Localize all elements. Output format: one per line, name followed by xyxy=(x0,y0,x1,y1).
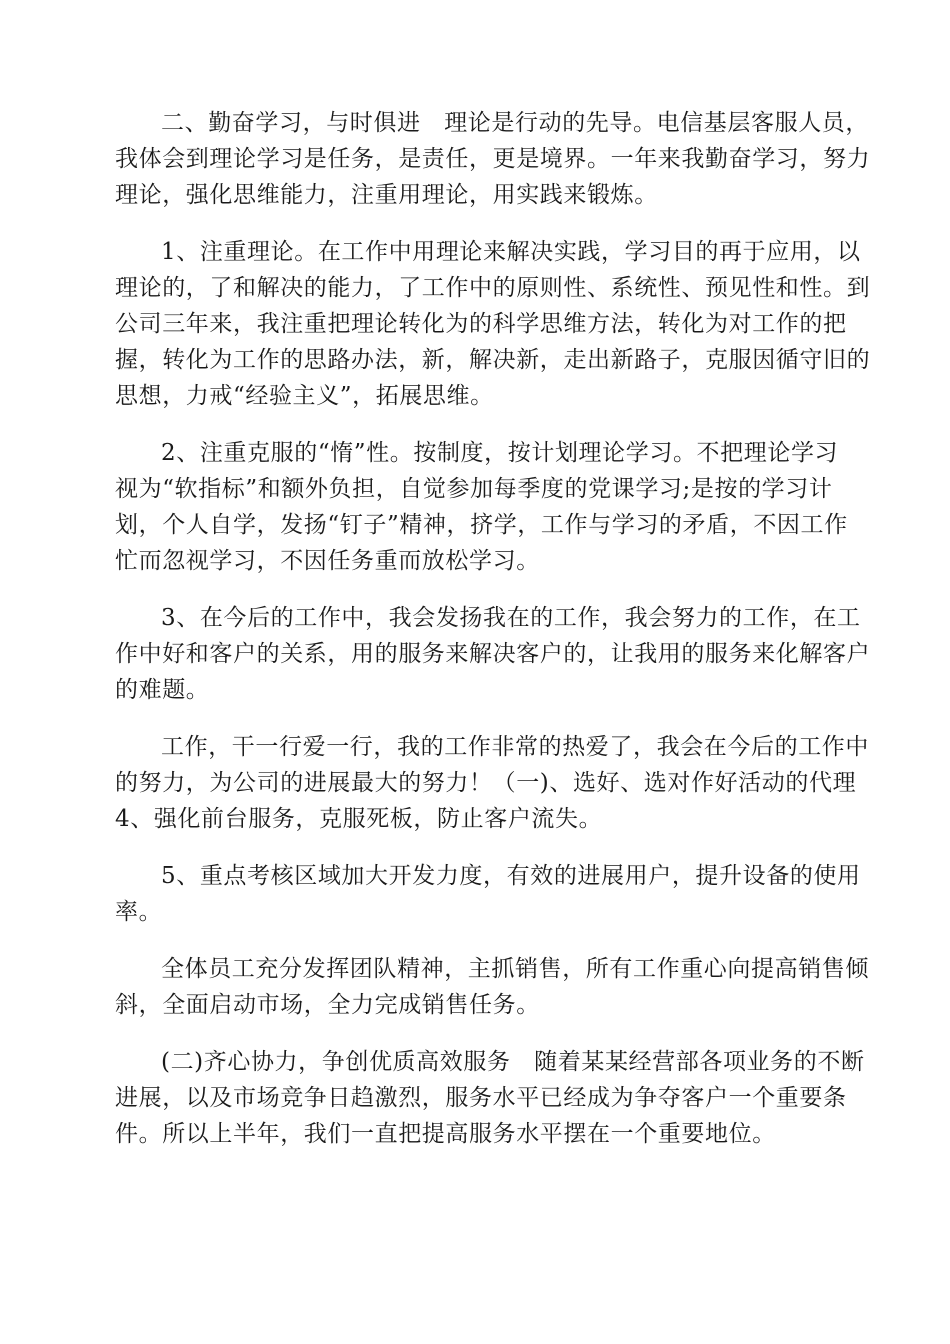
paragraph-work-attitude xyxy=(115,729,869,837)
paragraph-line: 4、强化前台服务，克服死板，防止客户流失。 xyxy=(115,806,603,832)
paragraph-line: 握，转化为工作的思路办法，新，解决新，走出新路子，克服因循守旧的 xyxy=(115,347,871,373)
paragraph-line: 2、注重克服的“惰”性。按制度，按计划理论学习。不把理论学习 xyxy=(161,440,839,466)
paragraph-line: 理论的，了和解决的能力，了工作中的原则性、系统性、预见性和性。到 xyxy=(115,275,871,301)
document-body xyxy=(115,105,871,1173)
paragraph-line: 1、注重理论。在工作中用理论来解决实践，学习目的再于应用，以 xyxy=(161,239,861,265)
paragraph-line: (二)齐心协力，争创优质高效服务 随着某某经营部各项业务的不断 xyxy=(161,1049,865,1075)
paragraph-item-3 xyxy=(115,600,871,708)
paragraph-line: 公司三年来，我注重把理论转化为的科学思维方法，转化为对工作的把 xyxy=(115,311,847,337)
paragraph-line: 二、勤奋学习，与时俱进 理论是行动的先导。电信基层客服人员， xyxy=(161,110,869,136)
paragraph-line: 的努力，为公司的进展最大的努力！（一)、选好、选对作好活动的代理 xyxy=(115,770,857,796)
paragraph-line: 进展，以及市场竞争日趋激烈，服务水平已经成为争夺客户一个重要条 xyxy=(115,1085,847,1111)
paragraph-line: 率。 xyxy=(115,899,163,925)
paragraph-item-2 xyxy=(115,435,848,579)
paragraph-line: 3、在今后的工作中，我会发扬我在的工作，我会努力的工作，在工 xyxy=(161,605,861,631)
paragraph-line: 全体员工充分发挥团队精神，主抓销售，所有工作重心向提高销售倾 xyxy=(161,956,869,982)
paragraph-study-intro xyxy=(115,105,871,213)
paragraph-line: 我体会到理论学习是任务，是责任，更是境界。一年来我勤奋学习，努力 xyxy=(115,146,871,172)
paragraph-line: 忙而忽视学习，不因任务重而放松学习。 xyxy=(115,548,540,574)
paragraph-line: 件。所以上半年，我们一直把提高服务水平摆在一个重要地位。 xyxy=(115,1121,776,1147)
paragraph-line: 斜，全面启动市场，全力完成销售任务。 xyxy=(115,992,540,1018)
paragraph-team-spirit xyxy=(115,951,869,1023)
paragraph-line: 视为“软指标”和额外负担，自觉参加每季度的党课学习;是按的学习计 xyxy=(115,476,833,502)
paragraph-item-5 xyxy=(115,858,861,930)
paragraph-line: 理论，强化思维能力，注重用理论，用实践来锻炼。 xyxy=(115,182,658,208)
paragraph-line: 5、重点考核区域加大开发力度，有效的进展用户，提升设备的使用 xyxy=(161,863,861,889)
paragraph-line: 工作，干一行爱一行，我的工作非常的热爱了，我会在今后的工作中 xyxy=(161,734,869,760)
paragraph-line: 作中好和客户的关系，用的服务来解决客户的，让我用的服务来化解客户 xyxy=(115,641,871,667)
paragraph-line: 的难题。 xyxy=(115,677,210,703)
paragraph-line: 划，个人自学，发扬“钉子”精神，挤学，工作与学习的矛盾，不因工作 xyxy=(115,512,848,538)
paragraph-service-quality xyxy=(115,1044,865,1152)
paragraph-line: 思想，力戒“经验主义”，拓展思维。 xyxy=(115,383,494,409)
paragraph-item-1 xyxy=(115,234,871,414)
